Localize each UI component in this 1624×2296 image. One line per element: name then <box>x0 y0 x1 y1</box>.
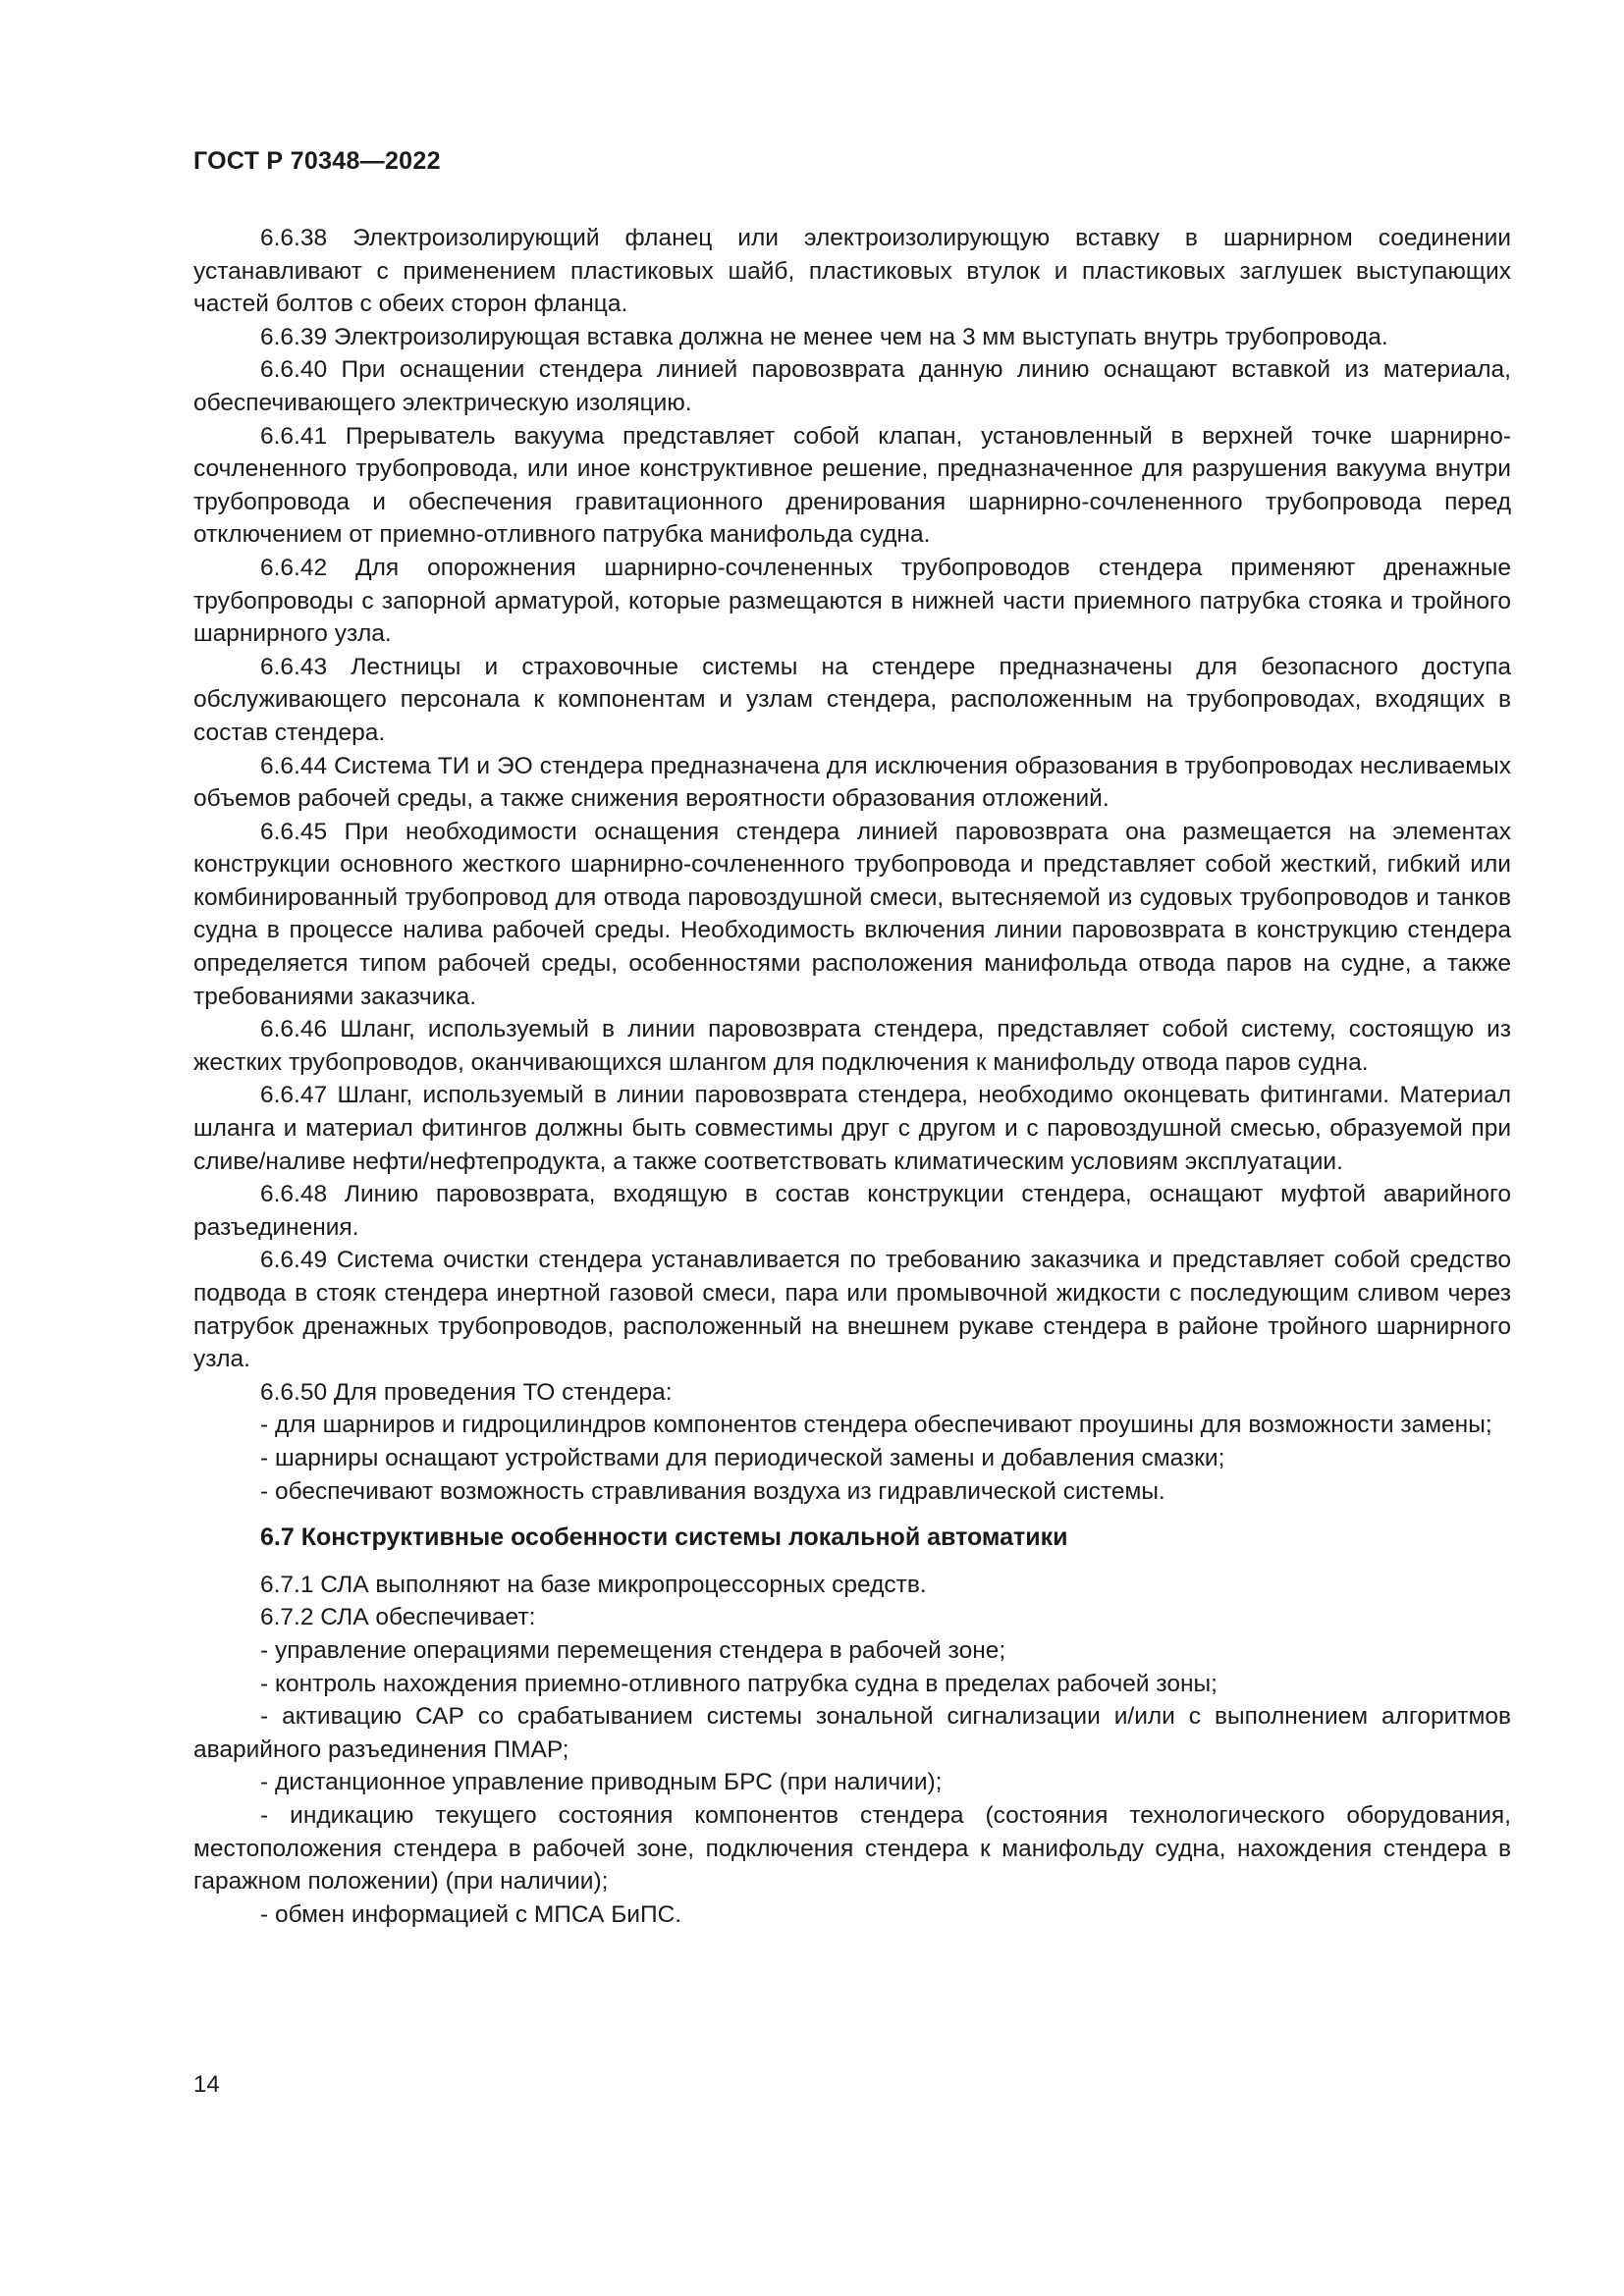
paragraph-6-6-41: 6.6.41 Прерыватель вакуума представляет собой клапан, установленный в верхней точке шарнирно-сочлененного трубопровода, или иное конструктивное решение, предназначенное для разрушения вакуума внутри трубопровода и обеспечения гравитационного дренирования шарнирно-сочлененного трубопровода перед отключением от приемно-отливного патрубка манифольда судна. <box>193 422 1511 549</box>
paragraph-6-6-43: 6.6.43 Лестницы и страховочные системы на стендере предназначены для безопасного доступа обслуживающего персонала к компонентам и узлам стендера, расположенным на трубопроводах, входящих в состав стендера. <box>193 653 1511 746</box>
list-item: - индикацию текущего состояния компонентов стендера (состояния технологического оборудования, местоположения стендера в рабочей зоне, подключения стендера к манифольду судна, нахождения стендера в гаражном положении) (при наличии); <box>193 1801 1511 1896</box>
section-heading-6-7: 6.7 Конструктивные особенности системы локальной автоматики <box>260 1523 1068 1552</box>
list-item: - контроль нахождения приемно-отливного патрубка судна в пределах рабочей зоны; <box>260 1670 1218 1697</box>
list-item: - активацию САР со срабатыванием системы зональной сигнализации и/или с выполнением алгоритмов аварийного разъединения ПМАР; <box>193 1703 1511 1763</box>
paragraph-6-6-45: 6.6.45 При необходимости оснащения стендера линией паровозврата она размещается на элементах конструкции основного жесткого шарнирно-сочлененного трубопровода и представляет собой жесткий, гибкий или комбинированный трубопровод для отвода паровоздушной смеси, вытесняемой из судовых трубопроводов и танков судна в процессе налива рабочей среды. Необходимость включения линии паровозврата в конструкцию стендера определяется типом рабочей среды, особенностями расположения манифольда отвода паров на судне, а также требованиями заказчика. <box>193 818 1511 1010</box>
paragraph-6-6-42: 6.6.42 Для опорожнения шарнирно-сочлененных трубопроводов стендера применяют дренажные трубопроводы с запорной арматурой, которые размещаются в нижней части приемного патрубка стояка и тройного шарнирного узла. <box>193 554 1511 648</box>
list-item: - дистанционное управление приводным БРС (при наличии); <box>260 1769 943 1796</box>
paragraph-6-6-49: 6.6.49 Система очистки стендера устанавливается по требованию заказчика и представляет собой средство подвода в стояк стендера инертной газовой смеси, пара или промывочной жидкости с последующим сливом через патрубок дренажных трубопроводов, расположенный на внешнем рукаве стендера в районе тройного шарнирного узла. <box>193 1247 1511 1373</box>
document-header: ГОСТ Р 70348—2022 <box>193 147 441 175</box>
page-number: 14 <box>193 2071 220 2098</box>
list-item: - управление операциями перемещения стендера в рабочей зоне; <box>260 1636 1006 1664</box>
paragraph-6-6-47: 6.6.47 Шланг, используемый в линии паровозврата стендера, необходимо оконцевать фитингами. Материал шланга и материал фитингов должны быть совместимы друг с другом и с паровоздушной смесью, образуемой при сливе/наливе нефти/нефтепродукта, а также соответствовать климатическим условиям эксплуатации. <box>193 1082 1511 1175</box>
paragraph-6-6-50: 6.6.50 Для проведения ТО стендера: <box>260 1378 673 1406</box>
paragraph-6-7-2: 6.7.2 СЛА обеспечивает: <box>260 1604 536 1631</box>
paragraph-6-6-39: 6.6.39 Электроизолирующая вставка должна не менее чем на 3 мм выступать внутрь трубопровода. <box>260 323 1388 350</box>
paragraph-6-7-1: 6.7.1 СЛА выполняют на базе микропроцессорных средств. <box>260 1571 927 1598</box>
paragraph-6-6-48: 6.6.48 Линию паровозврата, входящую в состав конструкции стендера, оснащают муфтой аварийного разъединения. <box>193 1181 1511 1241</box>
list-item: - для шарниров и гидроцилиндров компонентов стендера обеспечивают проушины для возможности замены; <box>260 1412 1492 1439</box>
paragraph-6-6-38: 6.6.38 Электроизолирующий фланец или электроизолирующую вставку в шарнирном соединении устанавливают с применением пластиковых шайб, пластиковых втулок и пластиковых заглушек выступающих частей болтов с обеих сторон фланца. <box>193 225 1511 318</box>
paragraph-6-6-44: 6.6.44 Система ТИ и ЭО стендера предназначена для исключения образования в трубопроводах несливаемых объемов рабочей среды, а также снижения вероятности образования отложений. <box>193 752 1511 813</box>
list-item: - шарниры оснащают устройствами для периодической замены и добавления смазки; <box>260 1444 1225 1471</box>
paragraph-6-6-46: 6.6.46 Шланг, используемый в линии паровозврата стендера, представляет собой систему, состоящую из жестких трубопроводов, оканчивающихся шлангом для подключения к манифольду отвода паров судна. <box>193 1016 1511 1076</box>
list-item: - обмен информацией с МПСА БиПС. <box>260 1900 682 1928</box>
paragraph-6-6-40: 6.6.40 При оснащении стендера линией паровозврата данную линию оснащают вставкой из материала, обеспечивающего электрическую изоляцию. <box>193 356 1511 416</box>
list-item: - обеспечивают возможность стравливания воздуха из гидравлической системы. <box>260 1477 1165 1505</box>
document-body <box>193 222 1511 1931</box>
